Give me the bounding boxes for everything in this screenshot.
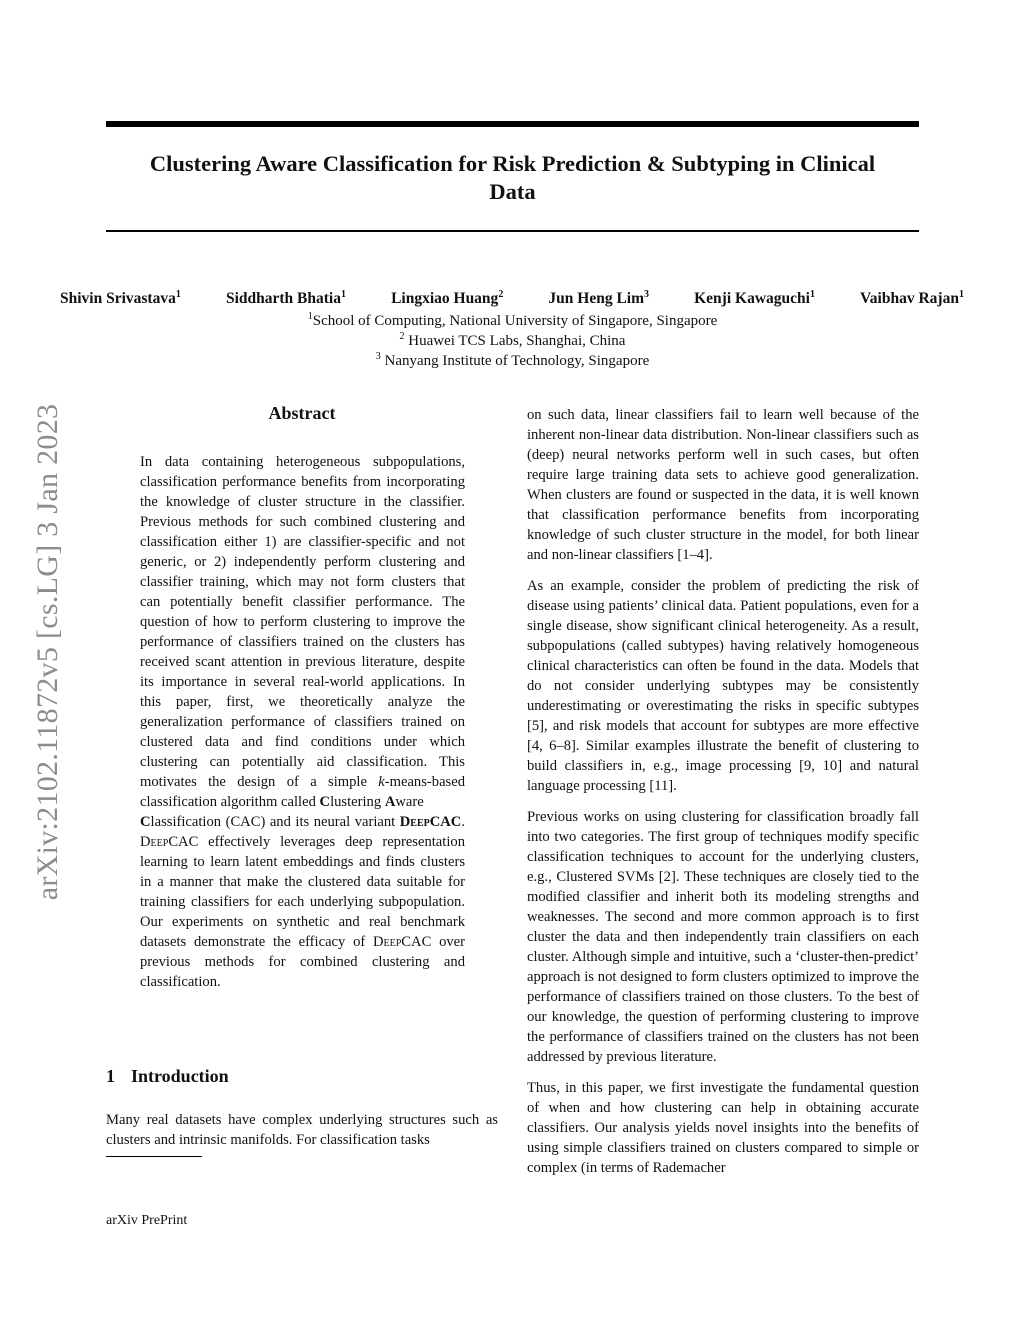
title-rule-top bbox=[106, 121, 919, 127]
abstract-body: In data containing heterogeneous subpopulations, classification performance benefits from incorporating the knowledge of cluster structure in the classifier. Previous methods for such combined clustering and classification either 1) are classifier-specific and not generic, or 2) independently perform clustering and classifier training, which may not form clusters that can potentially benefit classifier performance. The question of how to perform clustering to improve the performance of classifiers trained on the clusters has received scant attention in previous literature, despite its importance in several real-world applications. In this paper, first, we theoretically analyze the generalization performance of classifiers trained on clustered data and find conditions under which clustering can potentially aid classification. This motivates the design of a simple k-means-based classification algorithm called Clustering Aware Classification (CAC) and its neural variant DeepCAC. DeepCAC effectively leverages deep representation learning to learn latent embeddings and finds clusters in a manner that make the clustered data suitable for training classifiers for each underlying subpopulation. Our experiments on synthetic and real benchmark datasets demonstrate the efficacy of DeepCAC over previous methods for combined clustering and classification. bbox=[140, 454, 465, 990]
author: Shivin Srivastava$^1$ bbox=[60, 289, 181, 308]
abstract-heading: Abstract bbox=[268, 403, 336, 423]
right-column bbox=[527, 405, 919, 1189]
paragraph: As an example, consider the problem of predicting the risk of disease using patients’ clinical data. Patient populations, even for a single disease, show significant clinical heterogeneity. As a result, subpopulations (called subtypes) having relatively homogeneous clinical characteristics can often be found in the data. Models that do not consider underlying subtypes may be consistently underestimating or overestimating the risks in specific subtypes [5], and risk models that account for subtypes are more effective [4, 6–8]. Similar examples illustrate the benefit of clustering to build classifiers in, e.g., image processing [9, 10] and natural language processing [11]. bbox=[527, 578, 919, 794]
title-line-1: Clustering Aware Classification for Risk Prediction & Subtyping in Clinical bbox=[149, 151, 876, 176]
footer-label: arXiv PrePrint bbox=[106, 1213, 188, 1228]
author: Kenji Kawaguchi$^1$ bbox=[694, 289, 815, 308]
title-line-2: Data bbox=[489, 179, 536, 204]
paragraph: Previous works on using clustering for classification broadly fall into two categories. The first group of techniques modify specific classification techniques to account for the underlying clusters, e.g., Clustered SVMs [2]. These techniques are closely tied to the modified classifier and inherit both its modeling strengths and weaknesses. The second and more common approach is to first cluster the data and then independently train classifiers on each cluster. Although simple and intuitive, such a ‘cluster-then-predict’ approach is not designed to form clusters optimized to improve the performance of classifiers trained on those clusters. To the best of our knowledge, the question of performing clustering to improve the performance of classifiers trained on the clusters has not been addressed by previous literature. bbox=[527, 809, 919, 1065]
affiliation-1: $^1$School of Computing, National University of Singapore, Singapore bbox=[307, 311, 718, 329]
footnote-rule bbox=[106, 1156, 202, 1157]
author: Jun Heng Lim$^3$ bbox=[548, 289, 650, 308]
author-list bbox=[60, 285, 964, 309]
intro-paragraph-left: Many real datasets have complex underlying structures such as clusters and intrinsic manifolds. For classification tasks bbox=[106, 1112, 498, 1148]
title-rule-bottom bbox=[106, 230, 919, 232]
author: Siddharth Bhatia$^1$ bbox=[225, 289, 346, 308]
arxiv-identifier-stamp: arXiv:2102.11872v5 [cs.LG] 3 Jan 2023 bbox=[31, 403, 64, 901]
author: Vaibhav Rajan$^1$ bbox=[860, 289, 964, 308]
paragraph: Thus, in this paper, we first investigate the fundamental question of when and how clustering can help in obtaining accurate classifiers. Our analysis yields novel insights into the benefits of using simple classifiers trained on clusters compared to simple or complex (in terms of Rademacher bbox=[527, 1080, 919, 1176]
affiliation-3: $^3$ Nanyang Institute of Technology, Singapore bbox=[375, 351, 650, 369]
author: Lingxiao Huang$^2$ bbox=[391, 289, 504, 308]
paper-title bbox=[106, 150, 919, 206]
affiliation-2: $^2$ Huawei TCS Labs, Shanghai, China bbox=[399, 331, 626, 349]
section-heading-introduction: 1 Introduction bbox=[106, 1066, 229, 1086]
paragraph: on such data, linear classifiers fail to learn well because of the inherent non-linear data distribution. Non-linear classifiers such as (deep) neural networks perform well in such cases, but often require large training data sets to achieve good generalization. When clusters are found or suspected in the data, it is well known that classification performance benefits from incorporating knowledge of such cluster structure in the model, for both linear and non-linear classifiers [1–4]. bbox=[527, 407, 919, 563]
